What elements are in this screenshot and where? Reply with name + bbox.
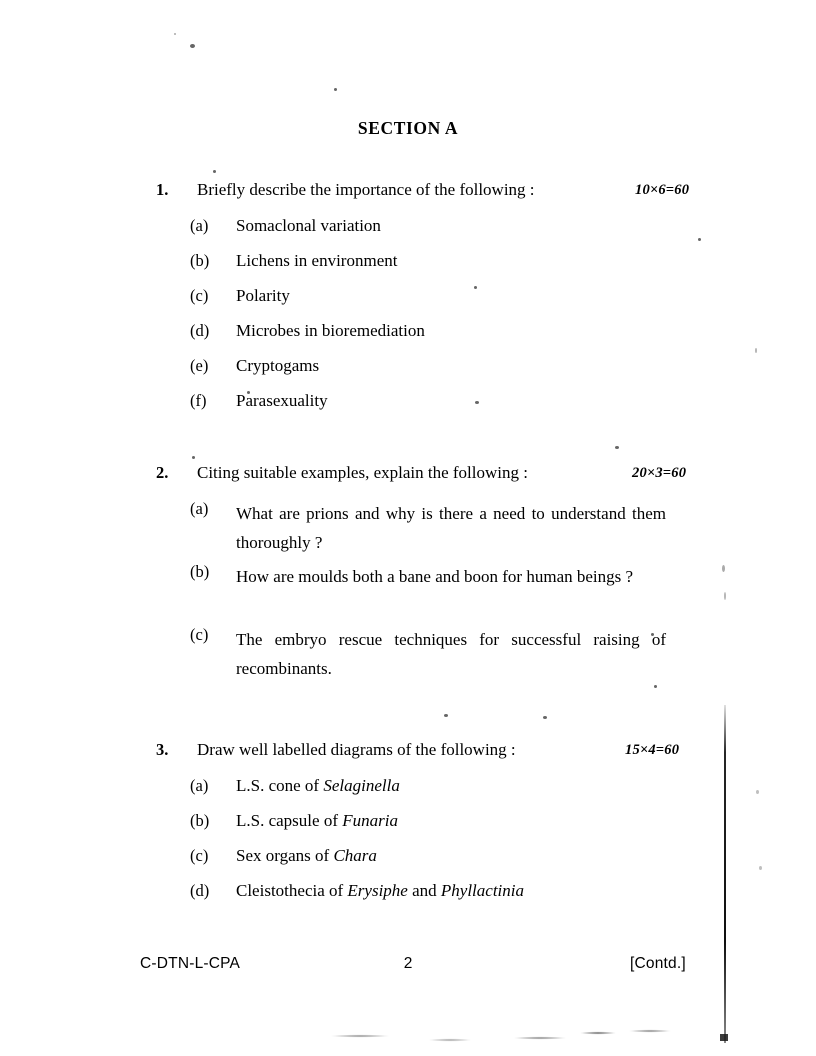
list-item [140, 251, 730, 275]
genus-name-secondary: Phyllactinia [440, 881, 524, 900]
item-label: (b) [190, 811, 210, 830]
list-item [140, 811, 730, 835]
item-text: The embryo rescue techniques for successful raising of recombinants. [236, 630, 666, 678]
item-text-plain: Cleistothecia of [236, 881, 348, 900]
scan-speck [444, 714, 448, 717]
list-item [140, 499, 730, 552]
item-label: (c) [190, 625, 209, 644]
page-number: 2 [403, 955, 413, 972]
list-item [140, 625, 730, 678]
question-2-number: 2. [156, 463, 169, 482]
item-text [236, 776, 666, 796]
item-text [236, 846, 666, 866]
continued-marker: [Contd.] [630, 955, 686, 972]
scan-speck [334, 88, 337, 91]
scan-speck [174, 33, 176, 35]
item-label: (b) [190, 562, 210, 581]
scan-speck [756, 790, 759, 794]
item-label: (e) [190, 356, 209, 375]
question-3-header [140, 740, 730, 764]
question-2-items [140, 499, 730, 678]
list-item [140, 321, 730, 345]
list-item [140, 881, 730, 905]
question-3-number: 3. [156, 740, 169, 759]
list-item [140, 846, 730, 870]
scan-speck [192, 456, 195, 459]
item-text-plain: L.S. capsule of [236, 811, 343, 830]
item-text: What are prions and why is there a need to understand them thoroughly ? [236, 504, 666, 552]
list-item [140, 286, 730, 310]
question-3-items [140, 776, 730, 905]
question-2-marks: 20×3=60 [632, 465, 687, 481]
genus-name: Chara [333, 846, 377, 865]
genus-name: Funaria [342, 811, 398, 830]
scan-speck [759, 866, 762, 870]
item-label: (a) [190, 499, 209, 518]
item-text: Parasexuality [236, 391, 328, 410]
question-3-marks: 15×4=60 [625, 742, 680, 758]
list-item [140, 356, 730, 380]
genus-name: Erysiphe [347, 881, 408, 900]
scan-speck [543, 716, 547, 719]
scan-speck [190, 44, 195, 48]
item-label: (a) [190, 776, 209, 795]
question-2-header [140, 463, 730, 487]
item-text: Polarity [236, 286, 290, 305]
item-text: How are moulds both a bane and boon for human beings ? [236, 567, 634, 586]
question-1-marks: 10×6=60 [635, 182, 690, 198]
item-text-plain: Sex organs of [236, 846, 334, 865]
item-label: (f) [190, 391, 207, 410]
item-label: (d) [190, 881, 210, 900]
item-label: (a) [190, 216, 209, 235]
question-1-title: Briefly describe the importance of the following : [197, 180, 535, 199]
item-text-plain: L.S. cone of [236, 776, 324, 795]
question-1-number: 1. [156, 180, 169, 199]
list-item [140, 562, 730, 615]
item-label: (c) [190, 286, 209, 305]
question-2-title: Citing suitable examples, explain the following : [197, 463, 528, 482]
genus-name: Selaginella [323, 776, 400, 795]
question-3-title: Draw well labelled diagrams of the following : [197, 740, 516, 759]
list-item [140, 216, 730, 240]
item-text: Lichens in environment [236, 251, 398, 270]
list-item [140, 776, 730, 800]
item-text: Microbes in bioremediation [236, 321, 425, 340]
item-label: (c) [190, 846, 209, 865]
item-text [236, 881, 666, 901]
item-text-conjunction: and [407, 881, 441, 900]
question-3 [140, 740, 730, 916]
item-text [236, 811, 666, 831]
scan-smudge-artifact [330, 1028, 690, 1044]
section-heading: SECTION A [357, 118, 459, 138]
scan-speck [755, 348, 757, 353]
question-1-items [140, 216, 730, 415]
question-1-header [140, 180, 730, 204]
question-1 [140, 180, 730, 426]
list-item [140, 391, 730, 415]
scan-speck [213, 170, 216, 173]
item-label: (d) [190, 321, 210, 340]
paper-code: C-DTN-L-CPA [140, 955, 241, 972]
page-footer [0, 955, 816, 979]
question-2 [140, 463, 730, 688]
item-label: (b) [190, 251, 210, 270]
scan-speck [615, 446, 619, 449]
scan-edge-foot-artifact [720, 1034, 728, 1041]
item-text: Somaclonal variation [236, 216, 381, 235]
item-text: Cryptogams [236, 356, 320, 375]
